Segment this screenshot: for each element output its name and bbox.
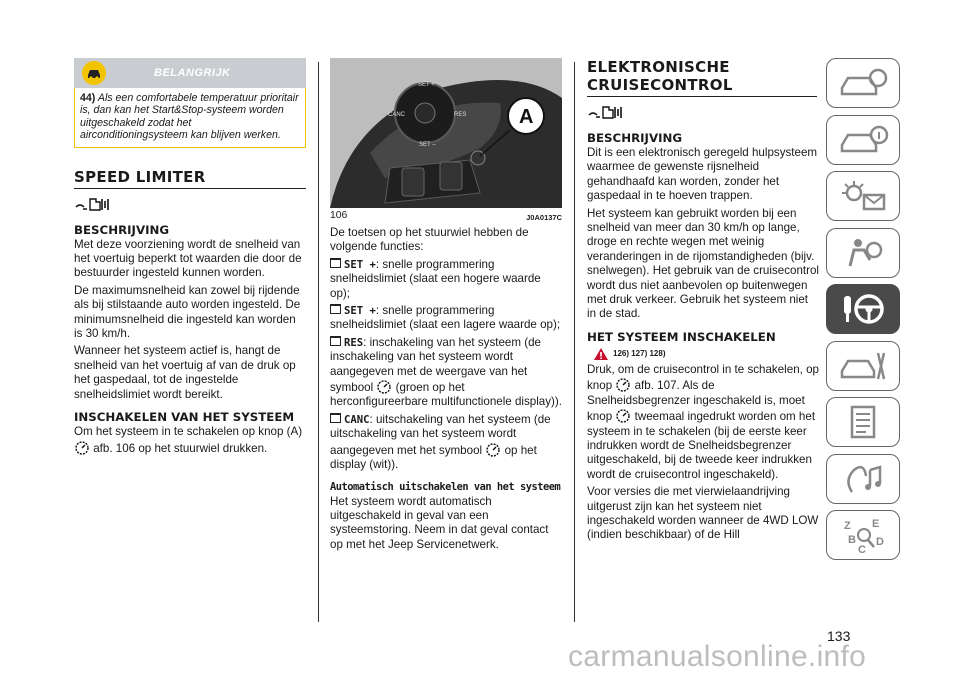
speed-limiter-icon xyxy=(376,379,392,395)
text-span: afb. 107. Als de Snelheidsbegrenzer ingeschakeld is, moet knop xyxy=(587,379,805,424)
svg-text:Z: Z xyxy=(844,520,851,532)
key-label: SET + xyxy=(344,258,376,271)
engine-icon xyxy=(587,103,633,121)
tab-dashboard[interactable] xyxy=(826,58,900,108)
engine-icon xyxy=(74,195,120,213)
column-right xyxy=(587,58,819,546)
auto-off-heading: Automatisch uitschakelen van het systeem xyxy=(330,480,561,493)
tab-index[interactable] xyxy=(826,510,900,560)
column-middle xyxy=(330,58,562,555)
paragraph: Voor versies die met vierwielaandrijving uitgerust zijn kan het systeem niet ingeschakeld worden wanneer de 4WD LOW (indien beschikbaar) of de Hill xyxy=(587,485,819,542)
important-banner xyxy=(74,58,306,88)
svg-text:E: E xyxy=(872,518,880,530)
tab-warning-lights[interactable] xyxy=(826,171,900,221)
steering-wheel-photo xyxy=(330,58,562,208)
paragraph: Met deze voorziening wordt de snelheid van het voertuig beperkt tot waarden die door de bestuurder ingesteld kunnen worden. xyxy=(74,237,302,280)
text-span: (groen op het herconfigureerbare multifunctionele display)). xyxy=(330,381,562,409)
engine-icons-row xyxy=(587,101,819,123)
maintenance-list-icon xyxy=(836,404,890,440)
paragraph xyxy=(74,425,306,456)
tab-emergency[interactable] xyxy=(826,341,900,391)
photo-btn-res: RES xyxy=(454,112,467,118)
tab-maintenance[interactable] xyxy=(826,397,900,447)
car-info-icon xyxy=(836,123,890,157)
important-note xyxy=(74,88,306,148)
text-span: afb. 106 op het stuurwiel drukken. xyxy=(93,441,268,455)
text-span: : uitschakeling van het systeem (de uitschakeling van het systeem wordt aangegeven met het symbool xyxy=(330,412,551,457)
paragraph: Dit is een elektronisch geregeld hulpsysteem waarmee de gewenste rijsnelheid gehandhaafd kan worden, zonder het gaspedaal in te hoeven trappen. xyxy=(587,146,818,203)
key-label: CANC xyxy=(344,413,370,426)
cruise-control-icon xyxy=(615,377,631,393)
page-number: 133 xyxy=(827,628,851,644)
tab-multimedia[interactable] xyxy=(826,454,900,504)
photo-btn-canc: CANC xyxy=(388,112,406,118)
svg-text:D: D xyxy=(876,536,884,548)
paragraph: De maximumsnelheid kan zowel bij rijdende als bij stilstaande auto worden ingesteld. De minimumsnelheid die ingesteld kan worden is 30 km/h. xyxy=(74,283,301,341)
warning-lights-icon xyxy=(836,179,890,213)
paragraph: Het systeem kan gebruikt worden bij een snelheid van meer dan 30 km/h op lange, droge en rechte wegen met weinig veranderingen in de rijomstandigheden (bijv. snelwegen). Het gebruik van de cruisecontrol wordt dus niet aanbevolen op buitenwegen met druk verkeer. Gebruik het systeem niet in de stad. xyxy=(587,206,819,321)
text-span: tweemaal ingedrukt worden om het systeem in te schakelen (bij de eerste keer indrukken wordt de Snelheidsbegrenzer uitgeschakeld, bij de tweede keer indrukken wordt de cruisecontrol ingeschakeld). xyxy=(587,410,816,481)
inschakelen-heading: HET SYSTEEM INSCHAKELEN xyxy=(587,329,776,344)
watermark: carmanualsonline.info xyxy=(568,640,867,673)
tab-starting-driving[interactable] xyxy=(826,284,900,334)
tab-safety[interactable] xyxy=(826,228,900,278)
figure-code: J0A0137C xyxy=(526,213,562,222)
text-span: : snelle programmering snelheidslimiet (slaat een hogere waarde op); xyxy=(330,257,541,300)
bullet-icon xyxy=(330,304,341,314)
warning-triangle-icon xyxy=(593,347,609,361)
text-span: : snelle programmering snelheidslimiet (slaat een lagere waarde op); xyxy=(330,304,561,332)
car-dashboard-icon xyxy=(836,66,890,100)
note-number: 44) xyxy=(80,92,96,104)
photo-btn-set-plus: SET + xyxy=(418,82,435,88)
warning-car-icon xyxy=(82,61,106,85)
speed-limiter-icon xyxy=(485,442,501,458)
paragraph xyxy=(587,363,819,482)
alphabet-index-icon xyxy=(836,515,890,555)
text-span: Druk, om de cruisecontrol in te schakelen, op knop xyxy=(587,362,819,393)
svg-text:B: B xyxy=(848,534,856,546)
photo-label-a: A xyxy=(519,106,534,128)
text-span: Om het systeem in te schakelen op knop (A) xyxy=(74,425,303,439)
bullet-icon xyxy=(330,336,341,346)
beschrijving-heading: BESCHRIJVING xyxy=(587,131,683,145)
list-item xyxy=(330,413,562,473)
cruise-control-icon xyxy=(615,408,631,424)
chapter-tabs xyxy=(826,58,900,567)
bullet-icon xyxy=(330,258,341,268)
key-label: SET + xyxy=(344,305,376,318)
text-span: op het display (wit)). xyxy=(330,443,537,472)
tab-info[interactable] xyxy=(826,115,900,165)
inschakelen-heading: INSCHAKELEN VAN HET SYSTEEM xyxy=(74,410,295,425)
paragraph: De toetsen op het stuurwiel hebben de volgende functies: xyxy=(330,226,529,254)
engine-icons-row xyxy=(74,193,306,215)
paragraph: Wanneer het systeem actief is, hangt de snelheid van het voertuig af van de druk op het gaspedaal, tot de ingestelde snelheidslimiet wordt bereikt. xyxy=(74,344,296,401)
note-text: Als een comfortabele temperatuur prioritair is, dan kan het Start&Stop-systeem worden uitgeschakeld zodat het airconditioningsysteem kan blijven werken. xyxy=(80,92,299,142)
column-divider xyxy=(318,62,319,622)
figure-number: 106 xyxy=(330,210,348,221)
list-item xyxy=(330,336,562,410)
safety-airbag-icon xyxy=(836,236,890,270)
speed-limiter-icon xyxy=(74,440,90,456)
svg-text:C: C xyxy=(858,544,866,555)
figure-caption xyxy=(330,210,562,222)
beschrijving-heading: BESCHRIJVING xyxy=(74,222,170,237)
warning-refs: 126) 127) 128) xyxy=(613,349,666,359)
key-label: RES xyxy=(344,336,364,349)
steering-wheel-key-icon xyxy=(836,290,890,328)
list-item xyxy=(330,258,562,301)
text-span: : inschakeling van het systeem (de inschakeling van het systeem wordt aangegeven met de weergave van het symbool xyxy=(330,335,542,395)
car-tools-icon xyxy=(836,349,890,383)
multimedia-icon xyxy=(836,462,890,496)
banner-title: BELANGRIJK xyxy=(154,67,231,79)
cruise-control-title: ELEKTRONISCHE CRUISECONTROL xyxy=(587,58,817,97)
column-divider xyxy=(574,62,575,622)
bullet-icon xyxy=(330,413,341,423)
paragraph: Het systeem wordt automatisch uitgeschakeld in geval van een systeemstoring. Neem in dat geval contact op met het Jeep Servicenetwerk. xyxy=(330,494,549,551)
column-left xyxy=(74,58,306,459)
warning-refs-row xyxy=(593,345,819,363)
speed-limiter-title: SPEED LIMITER xyxy=(74,168,306,189)
photo-btn-set-minus: SET – xyxy=(419,142,436,148)
list-item xyxy=(330,304,562,333)
